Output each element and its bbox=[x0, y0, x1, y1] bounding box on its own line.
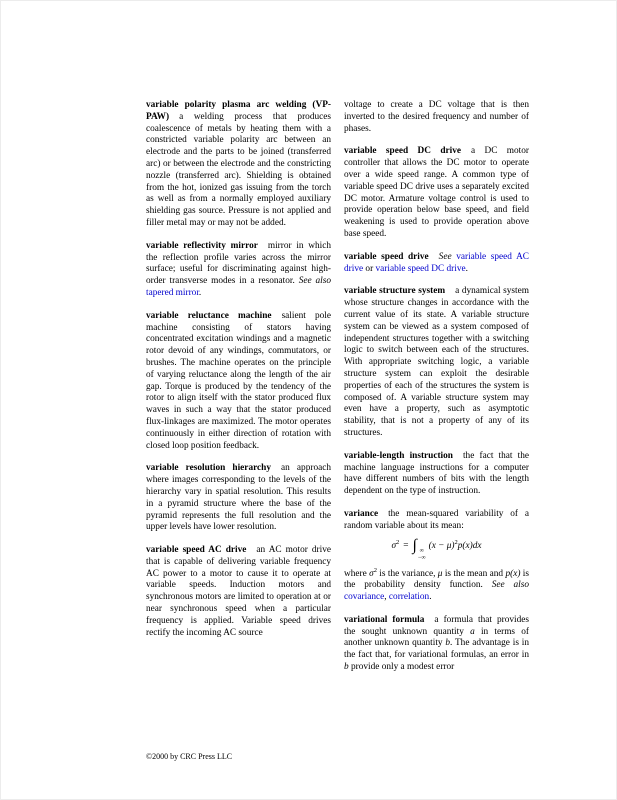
entry-definition: where bbox=[344, 568, 370, 579]
formula-equals: = bbox=[403, 540, 409, 551]
entry-term: variance bbox=[344, 508, 379, 519]
formula-integrand-exponent: 2 bbox=[454, 538, 458, 546]
entry-definition: an AC motor drive that is capable of delivering variable frequency AC power to a motor to cause it to operate at variable speeds. Induction motors and synchronous motors are limited to operation at or near synchronous speed when a particular frequency is applied. Variable speed drives rectify the incoming AC source bbox=[146, 545, 331, 638]
continuation-paragraph bbox=[344, 100, 529, 135]
math-var-b: b bbox=[344, 662, 349, 673]
formula-exponent: 2 bbox=[396, 538, 400, 546]
math-var-b: b bbox=[445, 638, 451, 649]
xref-correlation[interactable]: correlation bbox=[388, 592, 430, 603]
entry-definition: voltage to create a DC voltage that is then inverted to the desired frequency and number of phases. bbox=[344, 100, 529, 134]
entry-variable-speed-dc-drive bbox=[344, 146, 529, 240]
math-var-a: a bbox=[470, 626, 475, 637]
entry-definition: the fact that the machine language instructions for a computer have different numbers of bits with the length dependent on the type of instruction. bbox=[344, 450, 530, 497]
entry-definition: the mean-squared variability of a random variable about its mean: bbox=[344, 508, 529, 531]
right-column bbox=[344, 100, 529, 685]
integral-sign: ∫ bbox=[412, 536, 417, 554]
entry-variational-formula bbox=[344, 615, 529, 674]
formula-variable: σ bbox=[391, 540, 397, 551]
entry-head bbox=[344, 509, 529, 533]
entry-definition: is the variance, bbox=[376, 568, 438, 579]
entry-variable-reflectivity-mirror bbox=[146, 241, 331, 300]
entry-term: variable polarity plasma arc welding (VP-PAW) bbox=[146, 100, 331, 122]
entry-term: variable reluctance machine bbox=[146, 310, 272, 321]
entry-variable-length-instruction bbox=[344, 451, 529, 498]
entry-term: variable speed DC drive bbox=[344, 146, 461, 157]
entry-variable-reluctance-machine bbox=[146, 311, 331, 453]
see-label: See bbox=[438, 251, 457, 262]
page-content bbox=[146, 100, 530, 685]
xref-variable-speed-ac-drive[interactable]: variable speed AC drive bbox=[344, 251, 529, 274]
xref-variable-speed-dc-drive[interactable]: variable speed DC drive bbox=[375, 263, 466, 274]
xref-tapered-mirror[interactable]: tapered mirror bbox=[146, 287, 199, 298]
integral-upper-limit: ∞ bbox=[419, 547, 424, 554]
entry-definition: in terms of another unknown quantity bbox=[344, 626, 529, 649]
entry-definition: . The advantage is in the fact that, for variational formulas, an error in bbox=[344, 638, 529, 661]
entry-term: variational formula bbox=[344, 614, 425, 625]
px-symbol: p(x) bbox=[505, 568, 521, 579]
copyright-footer: ©2000 by CRC Press LLC bbox=[146, 752, 233, 761]
xref-covariance[interactable]: covariance bbox=[344, 592, 385, 603]
entry-variable-speed-ac-drive bbox=[146, 545, 331, 639]
entry-term: variable speed AC drive bbox=[146, 545, 247, 556]
entry-definition: a formula that provides the sought unknown quantity bbox=[344, 614, 529, 637]
formula-tail: p(x)dx bbox=[457, 540, 482, 551]
entry-term: variable-length instruction bbox=[344, 450, 453, 461]
entry-definition: is the probability density function. bbox=[344, 568, 529, 591]
entry-term: variable structure system bbox=[344, 286, 446, 297]
entry-term: variable resolution hierarchy bbox=[146, 463, 271, 474]
entry-variable-speed-drive bbox=[344, 252, 529, 276]
entry-variable-resolution-hierarchy bbox=[146, 463, 331, 534]
see-also-label: See also bbox=[491, 580, 529, 591]
entry-definition: is the mean and bbox=[442, 568, 506, 579]
entry-term: variable speed drive bbox=[344, 251, 429, 262]
entry-definition: an approach where images corresponding to the levels of the hierarchy vary in spatial resolution. This results in a pyramid structure where the base of the pyramid represents the full resolution and the upper levels have lower resolution. bbox=[146, 463, 331, 533]
entry-definition: a dynamical system whose structure changes in accordance with the current value of its state. A variable structure system can be viewed as a system composed of independent structures together with a switching logic to switch between each of the structures. With appropriate switching logic, a variable structure system can exploit the desirable properties of each of the structures the system is composed of. A variable structure system may even have a property, such as asymptotic stability, that is not a property of any of its structures. bbox=[344, 286, 529, 438]
entry-definition-end: . bbox=[429, 592, 432, 603]
entry-definition: a welding process that produces coalescence of metals by heating them with a constricted variable polarity arc between an electrode and the parts to be joined (transferred arc) or between the electrode and the constricting nozzle (transferred arc). Shielding is obtained from the hot, ionized gas issuing from the torch as well as from a normally employed auxiliary shielding gas source. Pressure is not applied and filler metal may or may not be added. bbox=[146, 111, 331, 228]
formula-integrand: (x − μ) bbox=[428, 540, 455, 551]
integral-limits bbox=[418, 548, 426, 562]
integral-lower-limit: −∞ bbox=[417, 554, 426, 561]
entry-variable-structure-system bbox=[344, 286, 529, 439]
variance-formula bbox=[344, 536, 529, 562]
entry-variance bbox=[344, 509, 529, 604]
entry-variable-polarity-plasma-arc-welding bbox=[146, 100, 331, 230]
left-column bbox=[146, 100, 331, 685]
see-also-label: See also bbox=[298, 276, 331, 287]
sigma-symbol: σ bbox=[369, 568, 374, 579]
sigma-exponent: 2 bbox=[373, 566, 377, 574]
entry-definition: salient pole machine consisting of stators having concentrated excitation windings and a magnetic rotor devoid of any windings, commutators, or brushes. The machine operates on the principle of varying reluctance along the length of the air gap. Torque is produced by the tendency of the rotor to align itself with the stator produced flux waves in such a way that the stator produced flux-linkages are maximized. The motor operates continuously in either direction of rotation with closed loop position feedback. bbox=[146, 310, 331, 451]
entry-definition: or bbox=[363, 263, 376, 274]
entry-where-clause bbox=[344, 566, 529, 604]
entry-definition: mirror in which the reflection profile varies across the mirror surface; useful for discriminating against high-order transverse modes in a resonator. bbox=[146, 240, 331, 287]
entry-definition: provide only a modest error bbox=[348, 662, 455, 673]
entry-definition-end: . bbox=[465, 263, 468, 274]
mu-symbol: μ bbox=[437, 568, 443, 579]
entry-definition-end: . bbox=[198, 287, 202, 298]
entry-definition: , bbox=[384, 592, 389, 603]
entry-definition: a DC motor controller that allows the DC motor to operate over a wide speed range. A common type of variable speed DC drive uses a separately excited DC motor. Armature voltage control is used to provide operation below base speed, and field weakening is used to provide operation above base speed. bbox=[344, 146, 529, 239]
entry-term: variable reflectivity mirror bbox=[146, 240, 258, 251]
